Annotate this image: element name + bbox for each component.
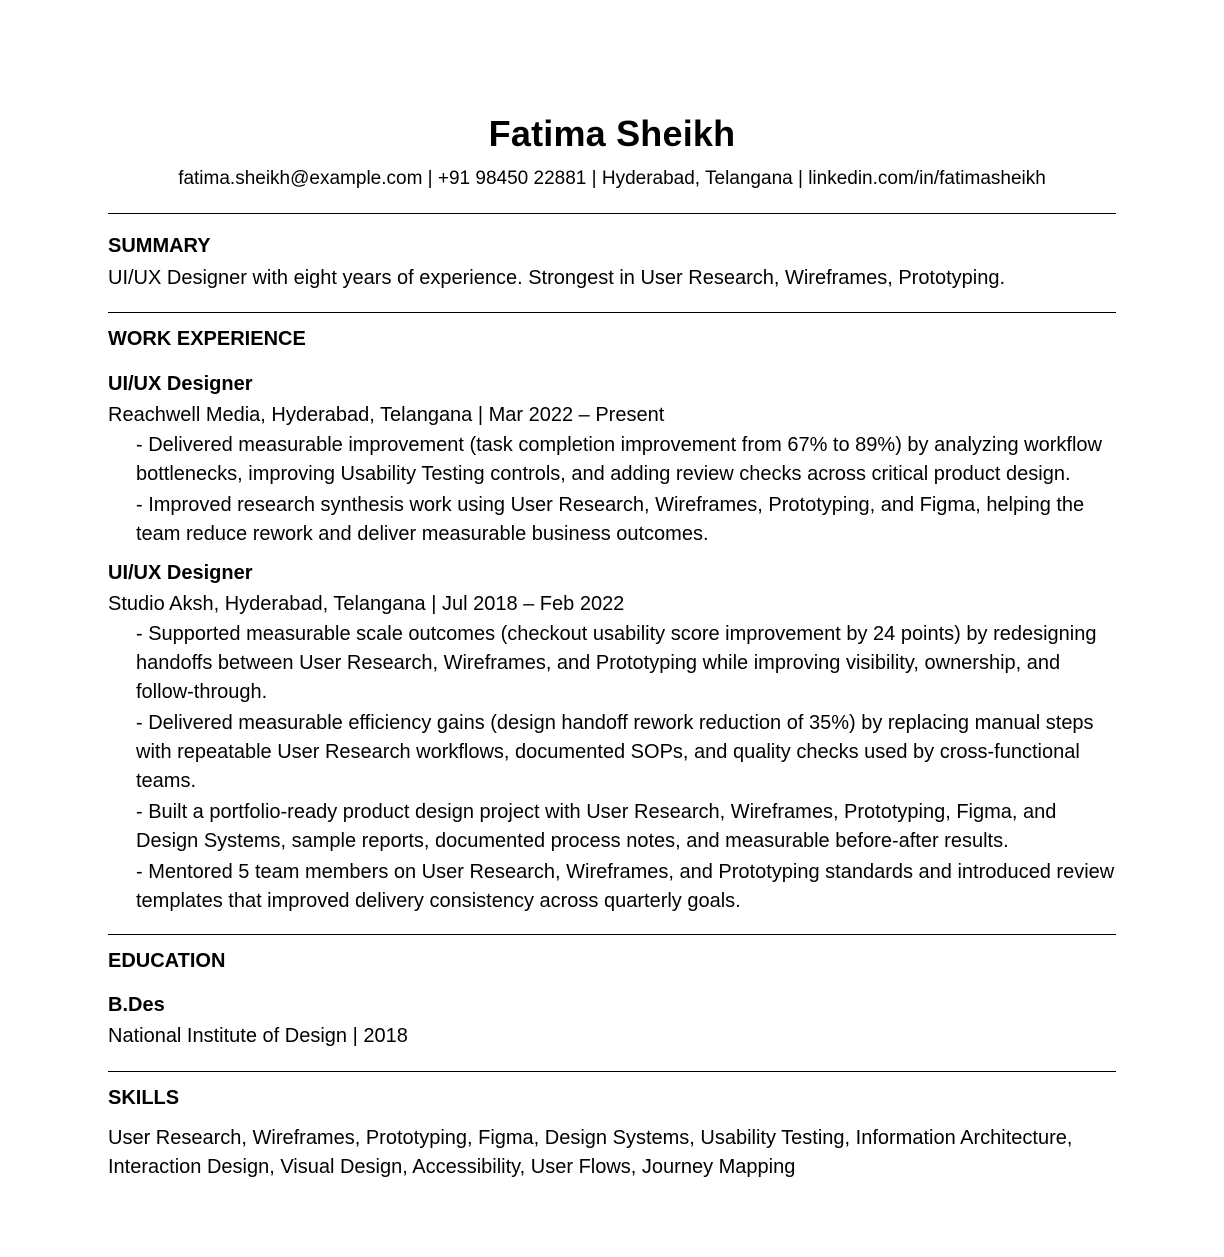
job-entry [108, 561, 1116, 916]
job-bullet: - Improved research synthesis work using User Research, Wireframes, Prototyping, and Figma, helping the team reduce rework and deliver measurable business outcomes. [136, 494, 1085, 545]
section-title-experience: WORK EXPERIENCE [108, 328, 306, 350]
job-title: UI/UX Designer [108, 562, 253, 584]
job-bullets [108, 431, 1116, 549]
job-entry [108, 372, 1116, 549]
skills-section [108, 1072, 1116, 1182]
job-bullet: - Delivered measurable improvement (task completion improvement from 67% to 89%) by analyzing workflow bottlenecks, improving Usability Testing controls, and adding review checks across critical product design. [136, 434, 1102, 485]
experience-section [108, 313, 1116, 916]
job-bullet: - Mentored 5 team members on User Research, Wireframes, and Prototyping standards and introduced review templates that improved delivery consistency across quarterly goals. [136, 861, 1115, 912]
job-bullets [108, 620, 1116, 916]
job-bullet: - Delivered measurable efficiency gains (design handoff rework reduction of 35%) by replacing manual steps with repeatable User Research workflows, documented SOPs, and quality checks used by cross-functional teams. [136, 712, 1094, 792]
summary-text: UI/UX Designer with eight years of experience. Strongest in User Research, Wireframes, Prototyping. [108, 267, 1006, 289]
job-bullet: - Built a portfolio-ready product design project with User Research, Wireframes, Prototyping, Figma, and Design Systems, sample reports, documented process notes, and measurable before-after results. [136, 801, 1057, 852]
job-meta: Studio Aksh, Hyderabad, Telangana | Jul 2018 – Feb 2022 [108, 593, 625, 615]
skills-text: User Research, Wireframes, Prototyping, Figma, Design Systems, Usability Testing, Information Architecture, Interaction Design, Visual Design, Accessibility, User Flows, Journey Mapping [108, 1127, 1073, 1178]
section-title-skills: SKILLS [108, 1087, 180, 1109]
education-section [108, 935, 1116, 1049]
job-title: UI/UX Designer [108, 373, 253, 395]
job-bullet: - Supported measurable scale outcomes (checkout usability score improvement by 24 points) by redesigning handoffs between User Research, Wireframes, and Prototyping while improving visibility, ownership, and follow-through. [136, 623, 1097, 703]
job-meta: Reachwell Media, Hyderabad, Telangana | Mar 2022 – Present [108, 404, 665, 426]
contact-line: fatima.sheikh@example.com | +91 98450 22881 | Hyderabad, Telangana | linkedin.com/in/fatimasheikh [178, 168, 1046, 189]
degree-title: B.Des [108, 994, 165, 1016]
education-meta: National Institute of Design | 2018 [108, 1025, 408, 1047]
candidate-name: Fatima Sheikh [488, 113, 736, 154]
summary-section [108, 214, 1116, 293]
section-title-summary: SUMMARY [108, 235, 211, 257]
section-title-education: EDUCATION [108, 950, 226, 972]
